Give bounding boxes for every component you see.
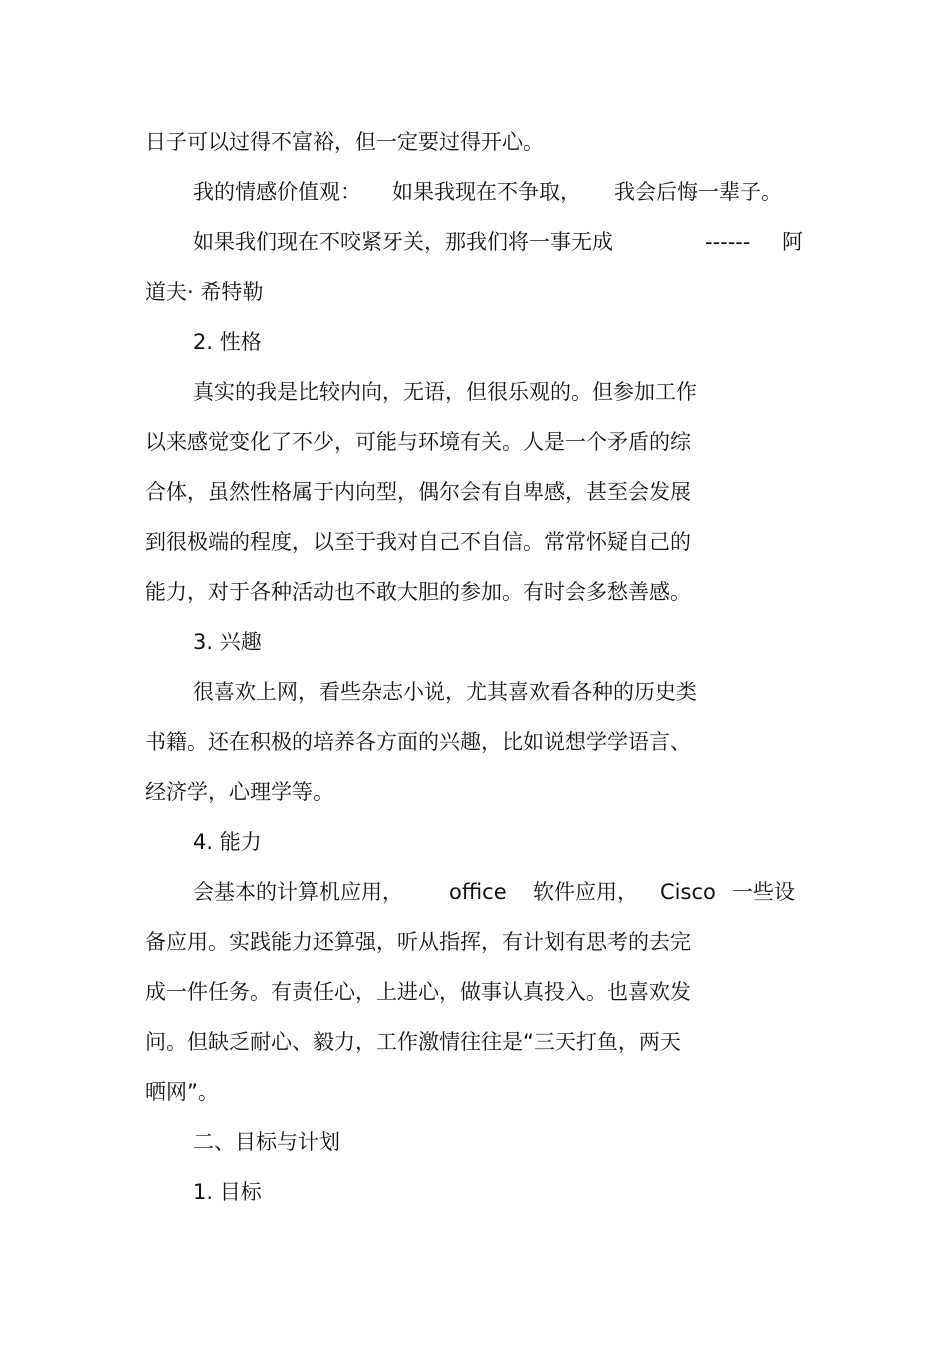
ability-line (193, 878, 795, 906)
values-label: 我的情感价值观： (193, 180, 361, 204)
quote-author-start: 阿 (782, 230, 803, 254)
paragraph-line: 到很极端的程度，以至于我对自己不自信。常常怀疑自己的 (145, 530, 691, 554)
paragraph-line: 晒网”。 (145, 1080, 219, 1104)
paragraph-line: 能力，对于各种活动也不敢大胆的参加。有时会多愁善感。 (145, 580, 691, 604)
paragraph-line: 日子可以过得不富裕，但一定要过得开心。 (145, 130, 544, 154)
ability-cisco: Cisco (660, 880, 716, 904)
quote-dash: ------ (705, 230, 751, 254)
paragraph-line: 问。但缺乏耐心、毅力，工作激情往往是“三天打鱼，两天 (145, 1030, 681, 1054)
heading-goal: 1. 目标 (193, 1180, 262, 1204)
heading-ability: 4. 能力 (193, 830, 262, 854)
ability-text-1: 会基本的计算机应用， (193, 880, 403, 904)
quote-text: 如果我们现在不咬紧牙关，那我们将一事无成 (193, 230, 613, 254)
paragraph-line: 成一件任务。有责任心，上进心，做事认真投入。也喜欢发 (145, 980, 691, 1004)
paragraph-line: 备应用。实践能力还算强，听从指挥，有计划有思考的去完 (145, 930, 691, 954)
values-line (193, 178, 782, 206)
values-text-2: 我会后悔一辈子。 (614, 180, 782, 204)
paragraph-line: 以来感觉变化了不少，可能与环境有关。人是一个矛盾的综 (145, 430, 691, 454)
paragraph-line: 真实的我是比较内向，无语，但很乐观的。但参加工作 (193, 380, 697, 404)
ability-text-2: 软件应用， (533, 880, 638, 904)
heading-personality: 2. 性格 (193, 330, 262, 354)
ability-office: office (449, 880, 507, 904)
heading-interest: 3. 兴趣 (193, 630, 262, 654)
paragraph-line: 书籍。还在积极的培养各方面的兴趣，比如说想学学语言、 (145, 730, 691, 754)
paragraph-line: 合体，虽然性格属于内向型，偶尔会有自卑感，甚至会发展 (145, 480, 691, 504)
values-text-1: 如果我现在不争取， (392, 180, 581, 204)
quote-line (193, 228, 803, 256)
quote-author: 道夫· 希特勒 (145, 280, 264, 304)
paragraph-line: 经济学，心理学等。 (145, 780, 334, 804)
ability-text-3: 一些设 (732, 880, 795, 904)
paragraph-line: 很喜欢上网，看些杂志小说，尤其喜欢看各种的历史类 (193, 680, 697, 704)
heading-section-2: 二、目标与计划 (193, 1130, 340, 1154)
